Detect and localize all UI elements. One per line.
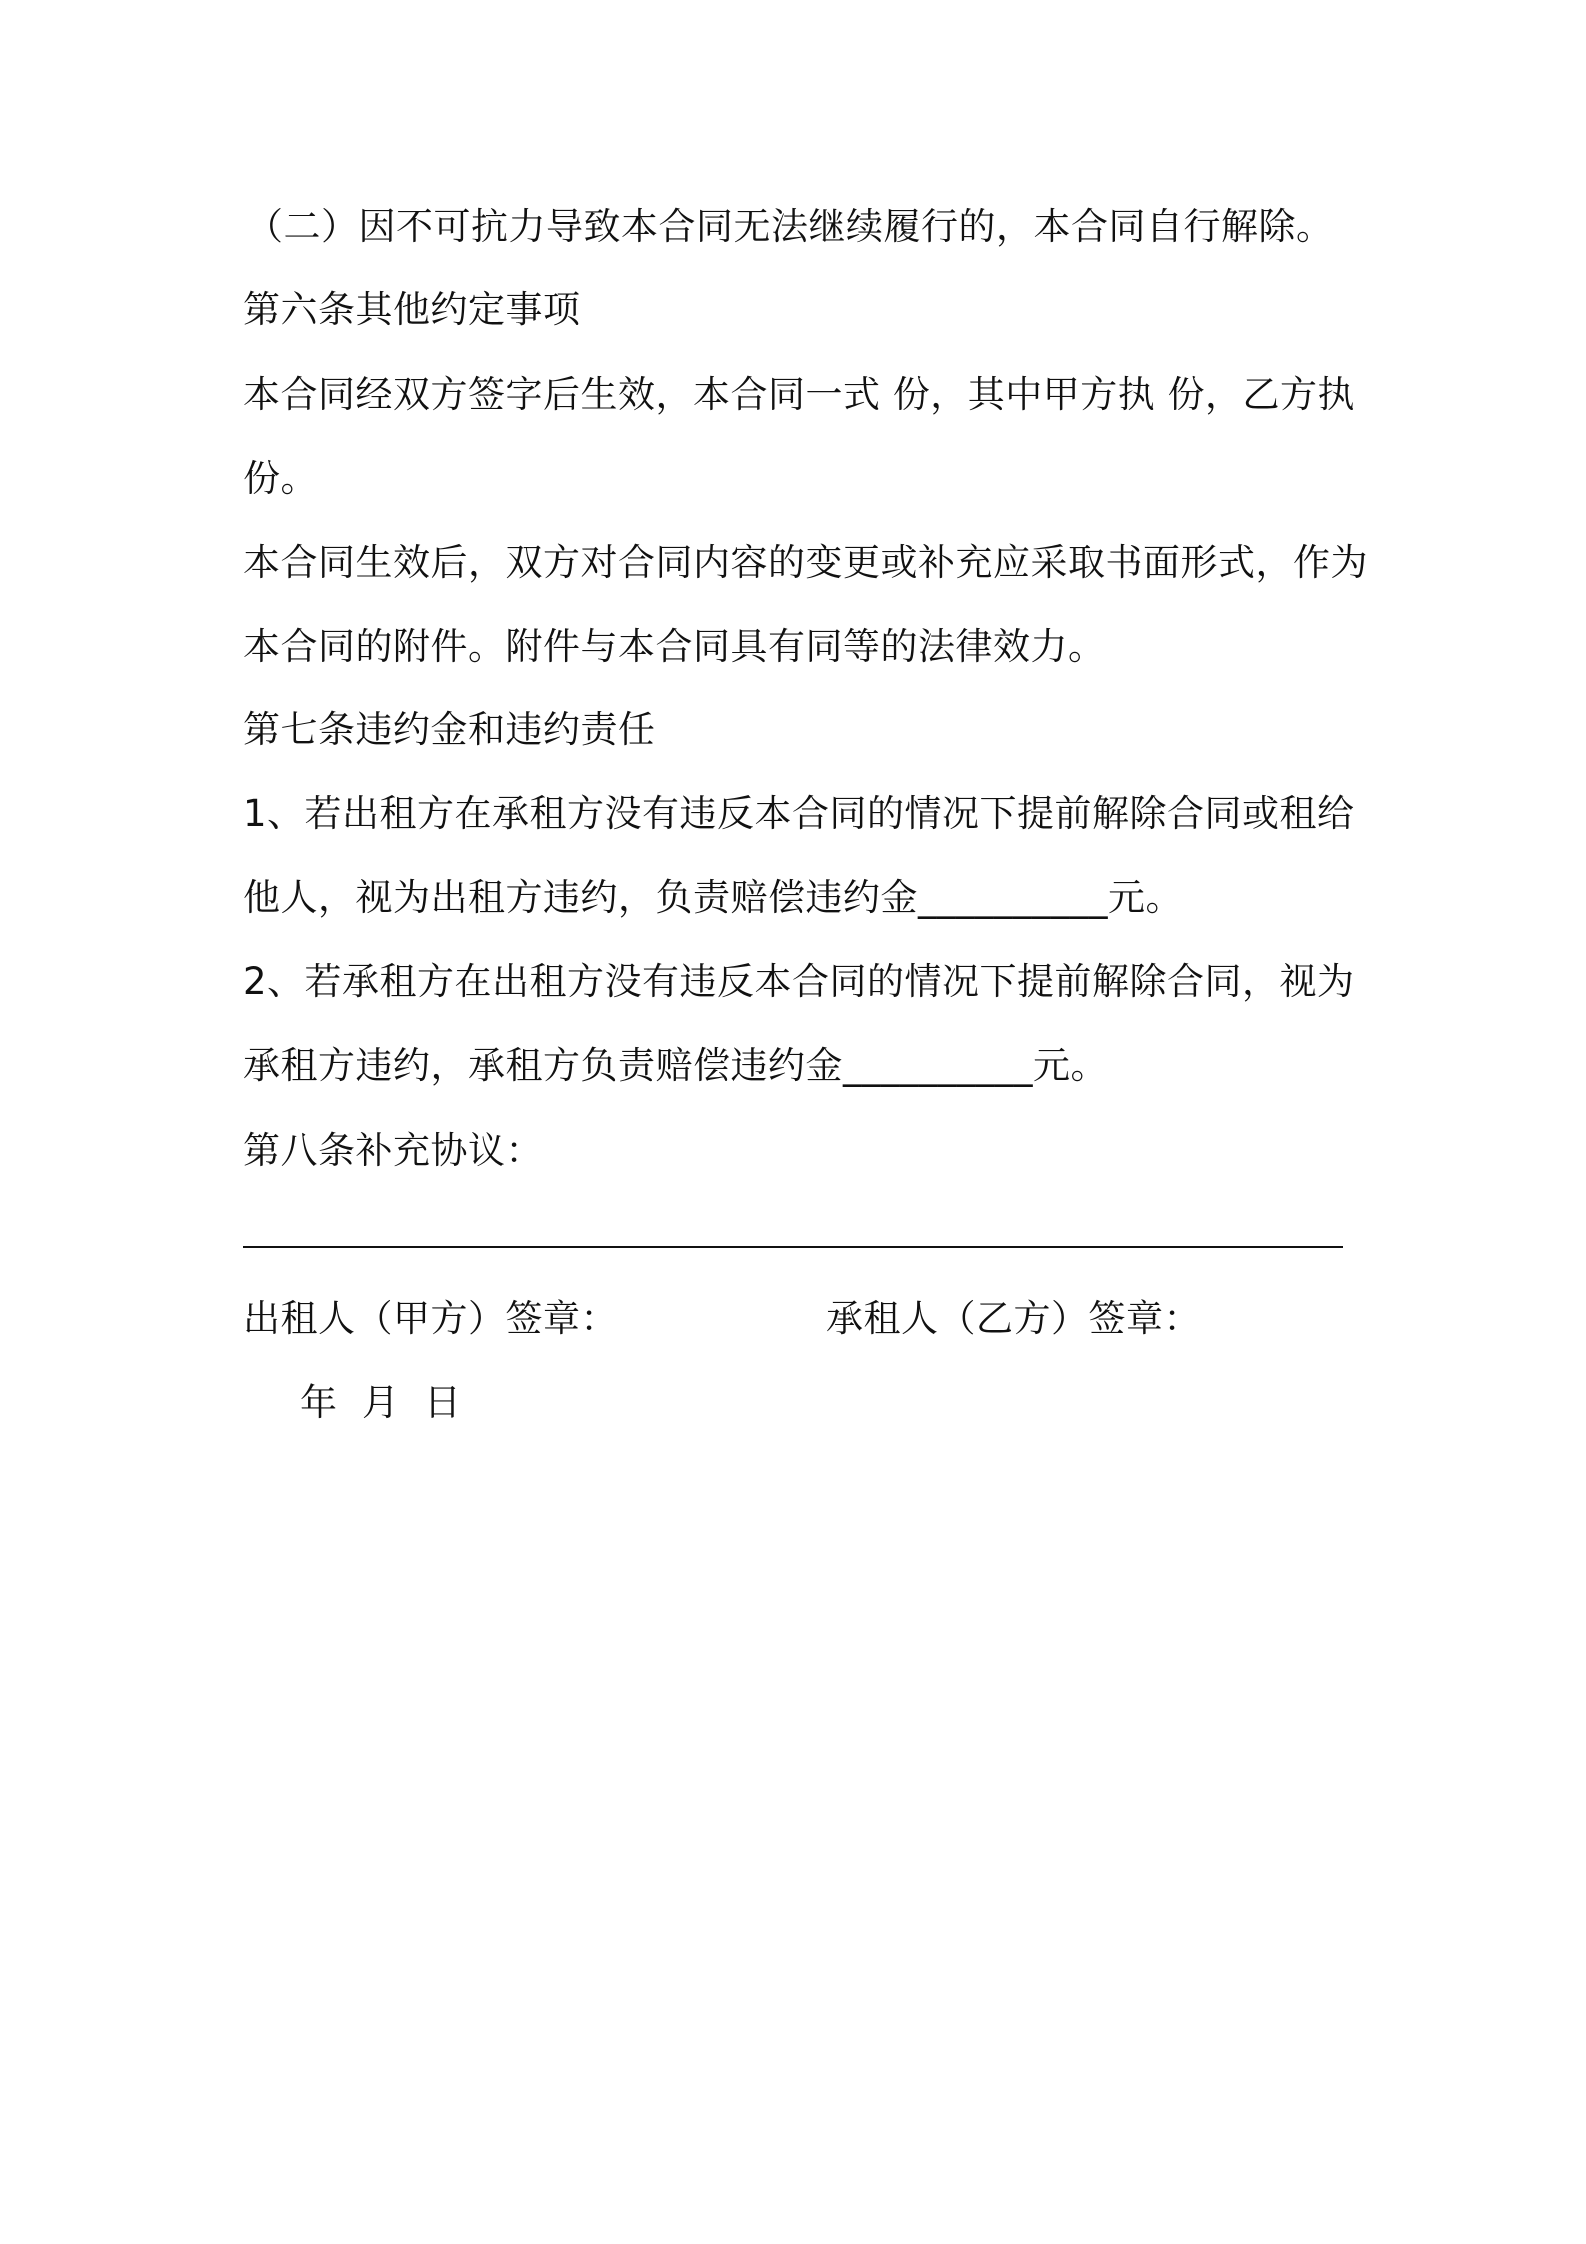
lessee-signature-label: 承租人（乙方）签章： xyxy=(826,1297,1201,1340)
clause-force-majeure: （二）因不可抗力导致本合同无法继续履行的，本合同自行解除。 xyxy=(246,205,1334,248)
article-6-text-line-2: 份。 xyxy=(243,457,318,500)
article-6-text-line-1: 本合同经双方签字后生效，本合同一式 份，其中甲方执 份，乙方执 xyxy=(243,373,1356,416)
article-6-text-line-3: 本合同生效后，双方对合同内容的变更或补充应采取书面形式，作为 xyxy=(243,541,1368,584)
lessor-signature-label: 出租人（甲方）签章： xyxy=(243,1297,618,1340)
article-7-heading: 第七条违约金和违约责任 xyxy=(243,708,656,751)
article-7-item-2-line-2: 承租方违约，承租方负责赔偿违约金__________元。 xyxy=(243,1044,1108,1087)
article-8-heading: 第八条补充协议： xyxy=(243,1129,543,1172)
article-7-item-2-line-1: 2、若承租方在出租方没有违反本合同的情况下提前解除合同，视为 xyxy=(243,960,1355,1003)
article-7-item-1-line-1: 1、若出租方在承租方没有违反本合同的情况下提前解除合同或租给 xyxy=(243,792,1355,835)
article-6-text-line-4: 本合同的附件。附件与本合同具有同等的法律效力。 xyxy=(243,625,1106,668)
date-line: 年 月 日 xyxy=(300,1381,462,1424)
supplementary-agreement-blank-line xyxy=(243,1246,1343,1248)
article-6-heading: 第六条其他约定事项 xyxy=(243,288,581,331)
article-7-item-1-line-2: 他人，视为出租方违约，负责赔偿违约金__________元。 xyxy=(243,876,1183,919)
